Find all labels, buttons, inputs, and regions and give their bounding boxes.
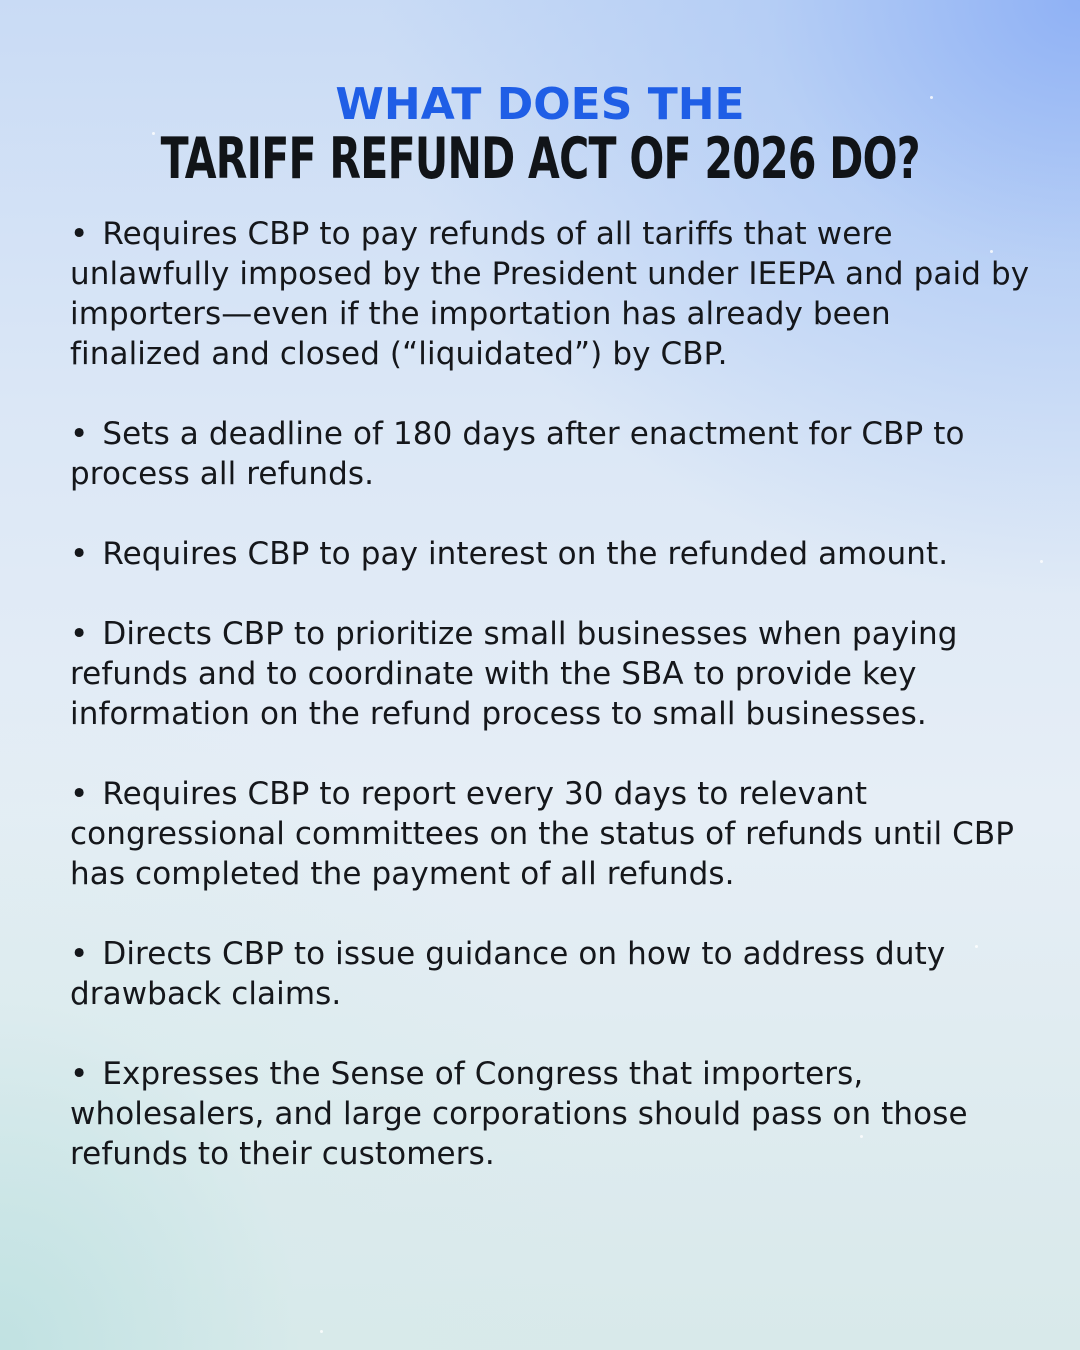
bullet-item bbox=[70, 1054, 1030, 1174]
bullet-item bbox=[70, 614, 1030, 734]
page-header bbox=[0, 79, 1080, 192]
bullet-text: Directs CBP to issue guidance on how to address duty drawback claims. bbox=[70, 936, 946, 1012]
background-speck bbox=[320, 1330, 323, 1333]
bullet-text: Directs CBP to prioritize small businesses when paying refunds and to coordinate with the SBA to provide key information on the refund process to small businesses. bbox=[70, 616, 958, 732]
bullet-glyph: • bbox=[70, 936, 89, 972]
header-kicker: WHAT DOES THE bbox=[335, 79, 745, 130]
bullet-item bbox=[70, 534, 1030, 574]
bullet-item bbox=[70, 214, 1030, 374]
page-title: TARIFF REFUND ACT OF 2026 DO? bbox=[160, 126, 920, 192]
bullet-text: Sets a deadline of 180 days after enactment for CBP to process all refunds. bbox=[70, 416, 965, 492]
background-speck bbox=[1040, 560, 1043, 563]
bullet-glyph: • bbox=[70, 216, 89, 252]
bullet-glyph: • bbox=[70, 536, 89, 572]
bullet-glyph: • bbox=[70, 416, 89, 452]
bullet-glyph: • bbox=[70, 616, 89, 652]
bullet-item bbox=[70, 414, 1030, 494]
bullet-text: Requires CBP to report every 30 days to relevant congressional committees on the status of refunds until CBP has completed the payment of all refunds. bbox=[70, 776, 1015, 892]
bullet-list bbox=[70, 214, 1030, 1214]
bullet-glyph: • bbox=[70, 776, 89, 812]
bullet-glyph: • bbox=[70, 1056, 89, 1092]
bullet-text: Requires CBP to pay refunds of all tariffs that were unlawfully imposed by the President under IEEPA and paid by importers—even if the importation has already been finalized and closed (“liquidated”) by CBP. bbox=[70, 216, 1030, 372]
bullet-item bbox=[70, 774, 1030, 894]
bullet-text: Requires CBP to pay interest on the refunded amount. bbox=[102, 536, 949, 572]
bullet-item bbox=[70, 934, 1030, 1014]
bullet-text: Expresses the Sense of Congress that importers, wholesalers, and large corporations should pass on those refunds to their customers. bbox=[70, 1056, 968, 1172]
